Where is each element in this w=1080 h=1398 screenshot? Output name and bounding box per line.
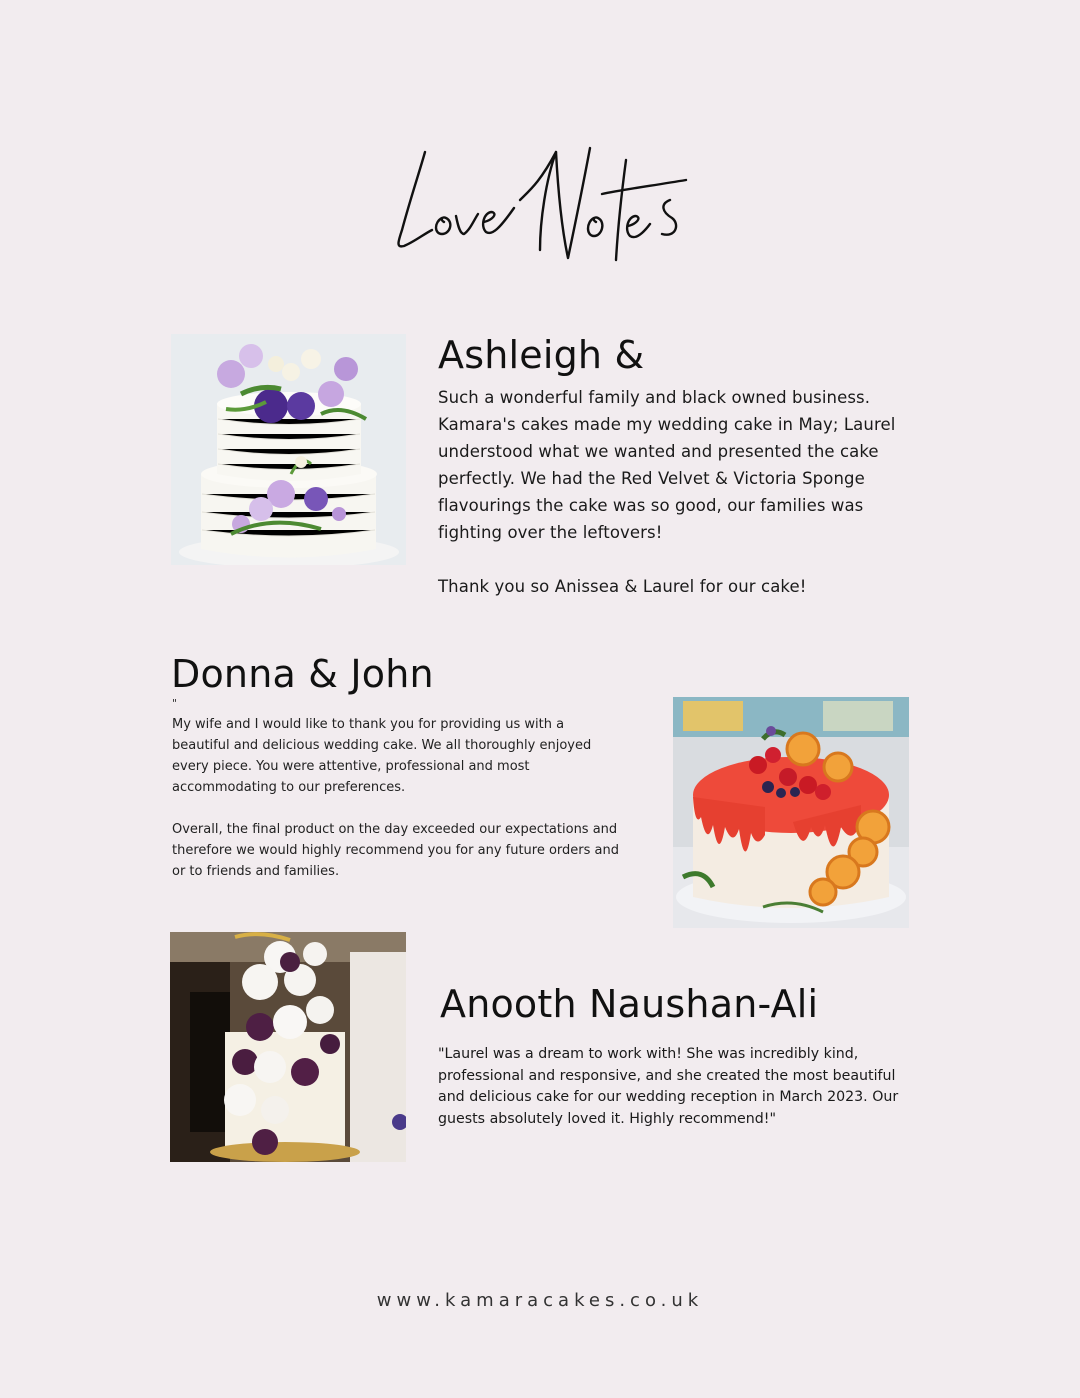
website-url[interactable]: www.kamaracakes.co.uk: [376, 1290, 704, 1311]
testimonial-2-body: [172, 714, 622, 882]
testimonial-1-paragraph-1: Such a wonderful family and black owned business. Kamara's cakes made my wedding cake in May; Laurel understood what we wanted and presented the cake perfectly. We had the Red Velvet & Victoria Sponge flavourings the cake was so good, our families was fighting over the leftovers!: [438, 388, 896, 542]
page-title: [380, 130, 710, 280]
testimonial-1-body: [438, 384, 928, 600]
cake-photo-1: [171, 334, 406, 565]
testimonial-3-body: [438, 1044, 908, 1130]
testimonial-3-name: Anooth Naushan-Ali: [440, 982, 819, 1026]
testimonial-2-paragraph-2: Overall, the final product on the day exceeded our expectations and therefore we would highly recommend you for any future orders and or to friends and families.: [172, 822, 620, 879]
drip-cake-berries-orange-slices-photo: [673, 697, 909, 928]
testimonial-1-paragraph-2: Thank you so Anissea & Laurel for our cake!: [438, 577, 807, 596]
testimonial-2-paragraph-1: My wife and I would like to thank you for providing us with a beautiful and delicious wedding cake. We all thoroughly enjoyed every piece. You were attentive, professional and most accommodating to our preferences.: [172, 717, 592, 795]
two-tier-white-cake-purple-flowers-photo: [171, 334, 406, 565]
testimonial-2-quote-mark: ": [172, 697, 178, 710]
cake-photo-2: [673, 697, 909, 928]
testimonial-1-name: Ashleigh &: [438, 333, 645, 377]
testimonial-2-name: Donna & John: [171, 652, 434, 696]
tiered-cake-white-purple-roses-photo: [170, 932, 406, 1162]
cake-photo-3: [170, 932, 406, 1162]
testimonial-3-paragraph-1: "Laurel was a dream to work with! She was incredibly kind, professional and responsive, and she created the most beautiful and delicious cake for our wedding reception in March 2023. Our guests absolutely loved it. Highly recommend!": [438, 1046, 899, 1127]
love-notes-script-title: [380, 130, 710, 280]
